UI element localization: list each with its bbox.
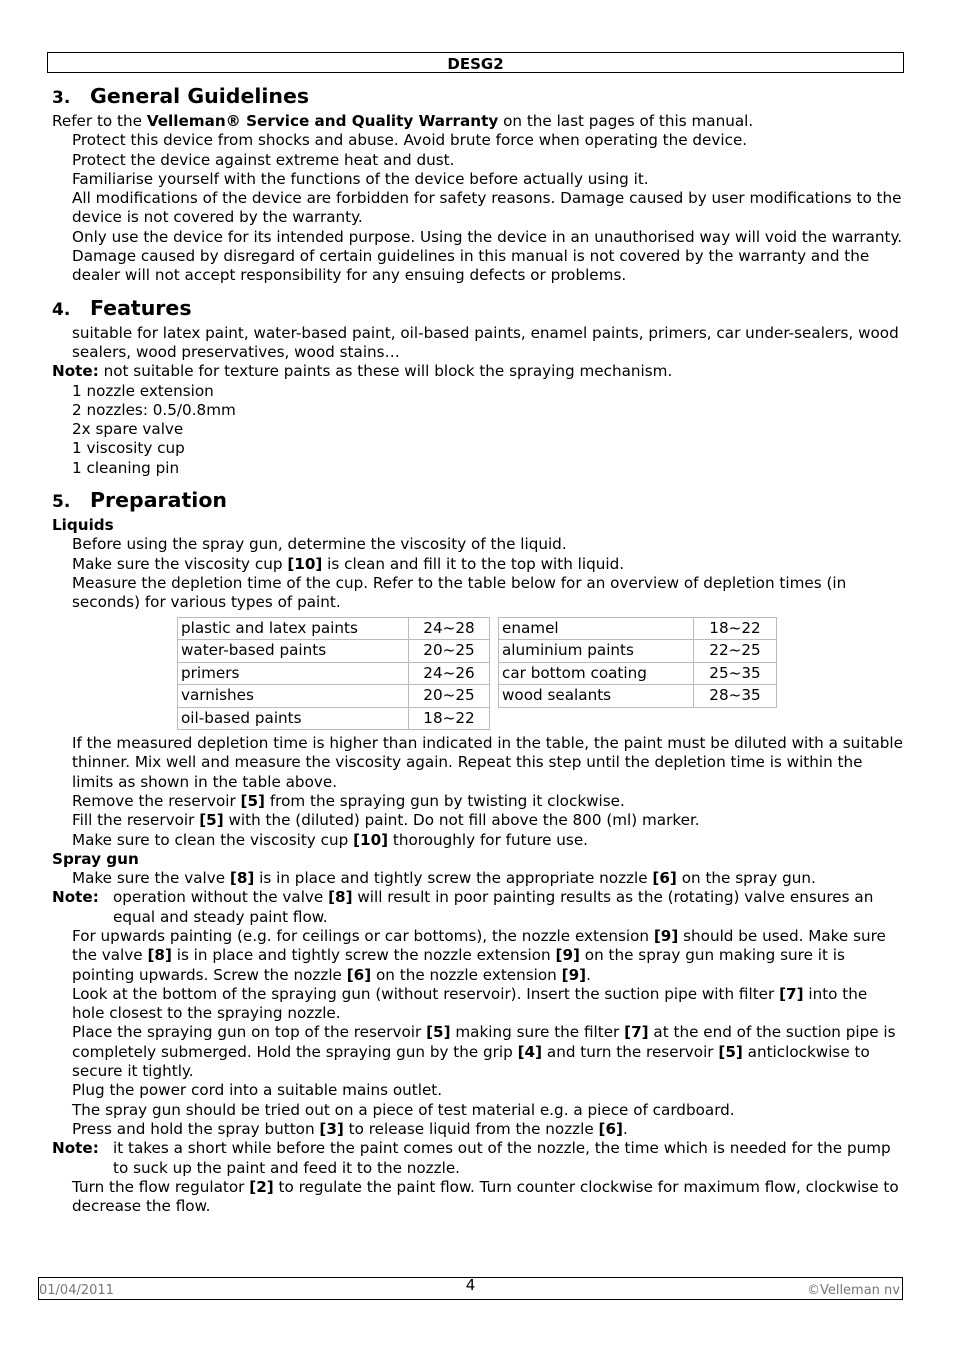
table-row — [178, 640, 490, 663]
section-heading-general: 3. General Guidelines — [52, 84, 310, 108]
depletion-time-cell: 24~28 — [409, 617, 490, 640]
general-item: All modifications of the device are forbidden for safety reasons. Damage caused by user modifications to the device is not covered by the warranty. — [72, 189, 902, 227]
features-note: Note: not suitable for texture paints as these will block the spraying mechanism. — [52, 362, 673, 381]
table-row — [499, 617, 777, 640]
liquids-subheading: Liquids — [52, 516, 114, 535]
liquids-item: Make sure to clean the viscosity cup [10] thoroughly for future use. — [72, 830, 588, 849]
paint-type-cell: oil-based paints — [178, 707, 409, 730]
spray-item: Make sure the valve [8] is in place and tightly screw the appropriate nozzle [6] on the spray gun. — [72, 869, 816, 888]
depletion-table-right — [498, 617, 777, 708]
features-item: 2 nozzles: 0.5/0.8mm — [72, 400, 236, 419]
paint-type-cell: wood sealants — [499, 685, 694, 708]
spray-item: The spray gun should be tried out on a piece of test material e.g. a piece of cardboard. — [72, 1100, 735, 1119]
general-item: Protect the device against extreme heat and dust. — [72, 150, 455, 169]
footer-date: 01/04/2011 — [39, 1283, 114, 1298]
paint-type-cell: aluminium paints — [499, 640, 694, 663]
features-item: suitable for latex paint, water-based paint, oil-based paints, enamel paints, primers, car under-sealers, wood sealers, wood preservatives, wood stains… — [72, 323, 899, 361]
spray-gun-subheading: Spray gun — [52, 849, 139, 868]
spray-item-last: Turn the flow regulator [2] to regulate the paint flow. Turn counter clockwise for maximum flow, clockwise to decrease the flow. — [72, 1177, 899, 1216]
features-item: 1 cleaning pin — [72, 458, 180, 477]
depletion-time-cell: 28~35 — [694, 685, 777, 708]
page-footer — [38, 1277, 903, 1300]
header-model: DESG2 — [47, 52, 904, 73]
liquids-item: Make sure the viscosity cup [10] is clean and fill it to the top with liquid. — [72, 554, 625, 573]
spray-note-2: Note: it takes a short while before the paint comes out of the nozzle, the time which is needed for the pump to suck up the paint and feed it to the nozzle. — [52, 1139, 891, 1177]
general-intro: Refer to the Velleman® Service and Quality Warranty on the last pages of this manual. — [52, 112, 754, 130]
general-item: Familiarise yourself with the functions of the device before actually using it. — [72, 169, 649, 188]
features-list — [52, 382, 904, 478]
spray-list — [52, 927, 904, 1139]
paint-type-cell: car bottom coating — [499, 662, 694, 685]
paint-type-cell: primers — [178, 662, 409, 685]
depletion-table-left — [177, 617, 490, 731]
spray-item: Plug the power cord into a suitable mains outlet. — [72, 1081, 443, 1100]
paint-type-cell: varnishes — [178, 685, 409, 708]
paint-type-cell: water-based paints — [178, 640, 409, 663]
general-item: Protect this device from shocks and abuse. Avoid brute force when operating the device. — [72, 131, 748, 150]
spray-item: For upwards painting (e.g. for ceilings or car bottoms), the nozzle extension [9] should be used. Make sure the valve [8] is in place and tightly screw the nozzle extension [9] on the spray gun making sure it is pointing upwards. Screw the nozzle [6] on the nozzle extension [9]. — [72, 927, 886, 984]
liquids-item: Measure the depletion time of the cup. Refer to the table below for an overview of depletion times (in seconds) for various types of paint. — [72, 573, 847, 612]
table-row — [178, 707, 490, 730]
liquids-item: Remove the reservoir [5] from the spraying gun by twisting it clockwise. — [72, 791, 625, 810]
table-row — [178, 662, 490, 685]
footer-page-number: 4 — [465, 1276, 476, 1294]
spray-item: Look at the bottom of the spraying gun (without reservoir). Insert the suction pipe with filter [7] into the hole closest to the spraying nozzle. — [72, 984, 868, 1023]
depletion-time-cell: 24~26 — [409, 662, 490, 685]
features-item: 2x spare valve — [72, 420, 184, 439]
table-row — [178, 685, 490, 708]
spray-note-1: Note: operation without the valve [8] will result in poor painting results as the (rotating) valve ensures an equal and steady paint flow. — [52, 888, 874, 926]
spray-item: Press and hold the spray button [3] to release liquid from the nozzle [6]. — [72, 1119, 628, 1138]
after-table-list — [52, 734, 904, 850]
liquids-item: If the measured depletion time is higher than indicated in the table, the paint must be diluted with a suitable thinner. Mix well and measure the viscosity again. Repeat this step until the depletion time is within the limits as shown in the table above. — [72, 734, 903, 791]
liquids-item: Fill the reservoir [5] with the (diluted) paint. Do not fill above the 800 (ml) marker. — [72, 811, 700, 830]
general-item: Damage caused by disregard of certain guidelines in this manual is not covered by the warranty and the dealer will not accept responsibility for any ensuing defects or problems. — [72, 247, 870, 285]
features-item: 1 viscosity cup — [72, 439, 185, 458]
general-item: Only use the device for its intended purpose. Using the device in an unauthorised way will void the warranty. — [72, 227, 903, 246]
footer-copyright: ©Velleman nv — [806, 1283, 900, 1298]
table-row — [499, 662, 777, 685]
liquids-item: Before using the spray gun, determine the viscosity of the liquid. — [72, 535, 567, 554]
general-list — [52, 131, 904, 285]
liquids-list — [52, 535, 904, 612]
page-content — [52, 83, 904, 1216]
table-row — [499, 640, 777, 663]
features-item: 1 nozzle extension — [72, 381, 214, 400]
depletion-time-cell: 20~25 — [409, 685, 490, 708]
table-row — [178, 617, 490, 640]
depletion-time-cell: 22~25 — [694, 640, 777, 663]
section-heading-preparation: 5. Preparation — [52, 488, 227, 513]
section-heading-features: 4. Features — [52, 295, 192, 320]
depletion-time-cell: 18~22 — [409, 707, 490, 730]
table-row — [499, 685, 777, 708]
paint-type-cell: plastic and latex paints — [178, 617, 409, 640]
depletion-time-cell: 25~35 — [694, 662, 777, 685]
depletion-time-cell: 18~22 — [694, 617, 777, 640]
depletion-time-cell: 20~25 — [409, 640, 490, 663]
depletion-tables — [177, 617, 904, 731]
spray-item: Place the spraying gun on top of the reservoir [5] making sure the filter [7] at the end of the suction pipe is completely submerged. Hold the spraying gun by the grip [4] and turn the reservoir [5] anticlockwise to secure it tightly. — [72, 1023, 896, 1081]
paint-type-cell: enamel — [499, 617, 694, 640]
